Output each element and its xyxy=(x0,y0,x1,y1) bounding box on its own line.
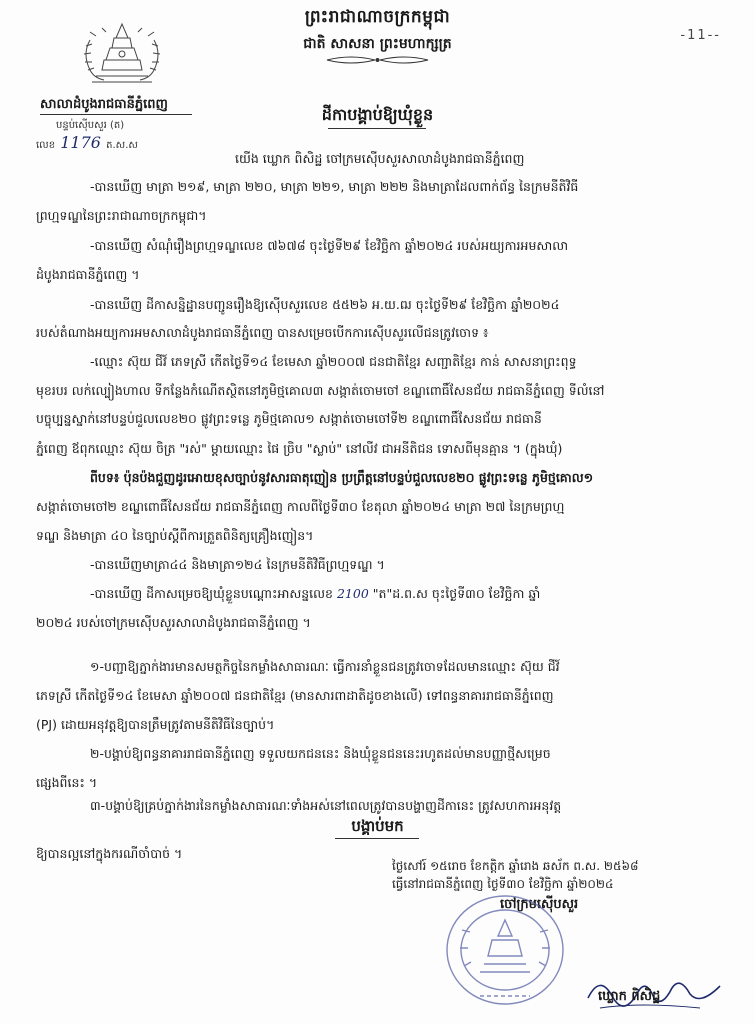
body-line: ២០២៤ របស់ចៅក្រមស៊ើបសួរសាលាដំបូងរាជធានីភ្នំពេញ ។ xyxy=(36,615,311,630)
court-name: សាលាដំបូងរាជធានីភ្នំពេញ xyxy=(40,97,168,112)
detention-number-handwritten: 2100 xyxy=(336,586,369,601)
order-line: ៣-បង្គាប់ឱ្យគ្រប់ភ្នាក់ងារនៃកម្លាំងសាធារណៈទាំងអស់នៅពេលត្រូវបានបង្ហាញដីកានេះ ត្រូវសហការអនុវត្ត xyxy=(90,798,562,813)
charge-line: ពីបទ៖ ប៉ុនប៉ងជួញដូរអោយខុសច្បាប់នូវសារធាតុញៀន ប្រព្រឹត្តនៅបន្ទប់ជួលលេខ២០ ផ្លូវព្រះទន្លេ ភូមិថ្មគោល១ xyxy=(90,470,594,485)
order-line: ភេទស្រី កើតថ្ងៃទី១៤ ខែមេសា ឆ្នាំ២០០៧ ជនជាតិខ្មែរ (មានសារពាដាតិដូចខាងលើ) ទៅពន្ធនាគាររាជធានីភ្នំពេញ xyxy=(36,688,554,703)
body-line: -បានឃើញ ដីកាសន្និដ្ឋានបញ្ជូនរឿងឱ្យស៊ើបសួរលេខ ៥៥២៦ អ.យ.ឍ ចុះថ្ងៃទី២៩ ខែវិច្ឆិកា ឆ្នាំ២០២៤ xyxy=(90,297,560,312)
body-line: របស់តំណាងអយ្យការអមសាលាដំបូងរាជធានីភ្នំពេញ បានសម្រេចបើកការស៊ើបសួរលើជនត្រូវចោទ ៖ xyxy=(36,325,489,340)
title-underline xyxy=(328,128,426,129)
body-line: ដំបូងរាជធានីភ្នំពេញ ។ xyxy=(36,267,140,282)
body-line: -បានឃើញមាត្រា៤៤ និងមាត្រា១២៤ នៃក្រមនីតិវិធីព្រហ្មទណ្ឌ ។ xyxy=(90,557,385,572)
judge-intro-line: យើង ឃ្លោក ពិសិដ្ឋ ចៅក្រមស៊ើបសួរសាលាដំបូងរាជធានីភ្នំពេញ xyxy=(235,151,525,166)
orders-heading-underline xyxy=(335,838,419,839)
signer-title: ចៅក្រមស៊ើបសួរ xyxy=(500,897,579,912)
order-line: ១-បញ្ជាឱ្យភ្នាក់ងារមានសមត្ថកិច្ចនៃកម្លាំងសាធារណៈ ធ្វើការនាំខ្លួនជនត្រូវចោទដែលមានឈ្មោះ ស៊ុយ ជីវ៍ xyxy=(90,659,560,674)
document-title: ដីកាបង្គាប់ឱ្យឃុំខ្លួន xyxy=(321,105,434,124)
chamber-label: បន្ទប់ស៊ើបសួរ (ត) xyxy=(56,120,125,131)
ornament-divider xyxy=(325,54,430,66)
orders-heading: បង្គាប់មក xyxy=(351,817,404,835)
body-line: -បានឃើញ សំណុំរឿងព្រហ្មទណ្ឌលេខ ៧៦៧៨ ចុះថ្ងៃទី២៩ ខែវិច្ឆិកា ឆ្នាំ២០២៤ របស់អយ្យការអមសាលា xyxy=(90,238,569,253)
charge-line: ទណ្ឌ និងមាត្រា ៤០ នៃច្បាប់ស្ដីពីការត្រួតពិនិត្យគ្រឿងញៀន។ xyxy=(36,528,314,543)
accused-line: បច្ចុប្បន្នស្នាក់នៅបន្ទប់ជួលលេខ២០ ផ្លូវព្រះទន្លេ ភូមិថ្មគោល១ សង្កាត់ចោមចៅទី២ ខណ្ឌពោធិ៍សែនជ័យ រាជធានី xyxy=(36,411,542,426)
reference-number-handwritten: 1176 xyxy=(60,133,101,152)
solar-date: ធ្វើនៅរាជធានីភ្នំពេញ ថ្ងៃទី៣០ ខែវិច្ឆិកា ឆ្នាំ២០២៤ xyxy=(392,877,614,891)
order-line: ឱ្យបានល្អនៅក្នុងករណីចាំបាច់ ។ xyxy=(36,846,183,861)
court-emblem-icon xyxy=(76,20,168,90)
corner-mark: -11-- xyxy=(680,28,721,43)
body-line: ព្រហ្មទណ្ឌនៃព្រះរាជាណាចក្រកម្ពុជា។ xyxy=(36,208,207,223)
signer-name: ឃ្លោក ពិសិដ្ឋ xyxy=(598,989,661,1004)
order-line: ២-បង្គាប់ឱ្យពន្ធនាគាររាជធានីភ្នំពេញ ទទួលយកជននេះ និងឃុំខ្លួនជននេះរហូតដល់មានបញ្ញាថ្មីសម្រេច xyxy=(90,746,551,761)
reference-suffix: ត.ស.ស xyxy=(106,140,138,151)
accused-line: ភ្នំពេញ ឪពុកឈ្មោះ ស៊ុយ ចិត្រ "រស់" ម្ដាយឈ្មោះ ផៃ ច្រិប "ស្លាប់" នៅលីវ ជាអនីតិជន ទោសពីមុនគ្មាន ។ (ក្នុងឃុំ) xyxy=(36,441,563,456)
court-seal-stamp xyxy=(440,890,570,1010)
detention-order-text: -បានឃើញ ដីកាសម្រេចឱ្យឃុំខ្លួនបណ្ដោះអាសន្នលេខ xyxy=(90,586,333,601)
reference-prefix: លេខ xyxy=(36,140,56,151)
detention-order-date: "ត"ដ.ព.ស ចុះថ្ងៃទី៣០ ខែវិច្ឆិកា ឆ្នាំ xyxy=(372,586,541,601)
body-line: -បានឃើញ មាត្រា ២១៩, មាត្រា ២២០, មាត្រា ២២១, មាត្រា ២២២ និងមាត្រាដែលពាក់ព័ន្ធ នៃក្រមនីតិវិធី xyxy=(90,179,579,194)
reference-number-row xyxy=(36,133,138,153)
accused-line: មុខរបរ លក់ល្បៀងហាល ទីកន្លែងកំណើតស្ថិតនៅភូមិថ្មគោល៣ សង្កាត់ចោមចៅ ខណ្ឌពោធិ៍សែនជ័យ រាជធានីភ្នំពេញ ទីលំនៅ xyxy=(36,383,605,398)
order-line: ផ្សេងពីនេះ ។ xyxy=(36,775,98,790)
kingdom-heading: ព្រះរាជាណាចក្រកម្ពុជា xyxy=(304,7,451,27)
charge-line: សង្កាត់ចោមចៅ២ ខណ្ឌពោធិ៍សែនជ័យ រាជធានីភ្នំពេញ កាលពីថ្ងៃទី៣០ ខែតុលា ឆ្នាំ២០២៤ មាត្រា ២៧ នៃក្រមព្រហ្ម xyxy=(36,499,565,514)
kingdom-motto: ជាតិ សាសនា ព្រះមហាក្សត្រ xyxy=(303,36,452,52)
body-line xyxy=(90,588,540,601)
order-line: (PJ) ដោយអនុវត្តឱ្យបានត្រឹមត្រូវតាមនីតិវិធីនៃច្បាប់។ xyxy=(36,717,275,732)
accused-line: -ឈ្មោះ ស៊ុយ ជីវ៍ ភេទស្រី កើតថ្ងៃទី១៤ ខែមេសា ឆ្នាំ២០០៧ ជនជាតិខ្មែរ សញ្ជាតិខ្មែរ កាន់ សាសនាព្រះពុទ្ធ xyxy=(90,354,577,369)
lunar-date: ថ្ងៃសៅរ៍ ១៥រោច ខែកត្តិក ឆ្នាំរោង ឆស័ក ព.ស. ២៥៦៨ xyxy=(392,859,639,873)
